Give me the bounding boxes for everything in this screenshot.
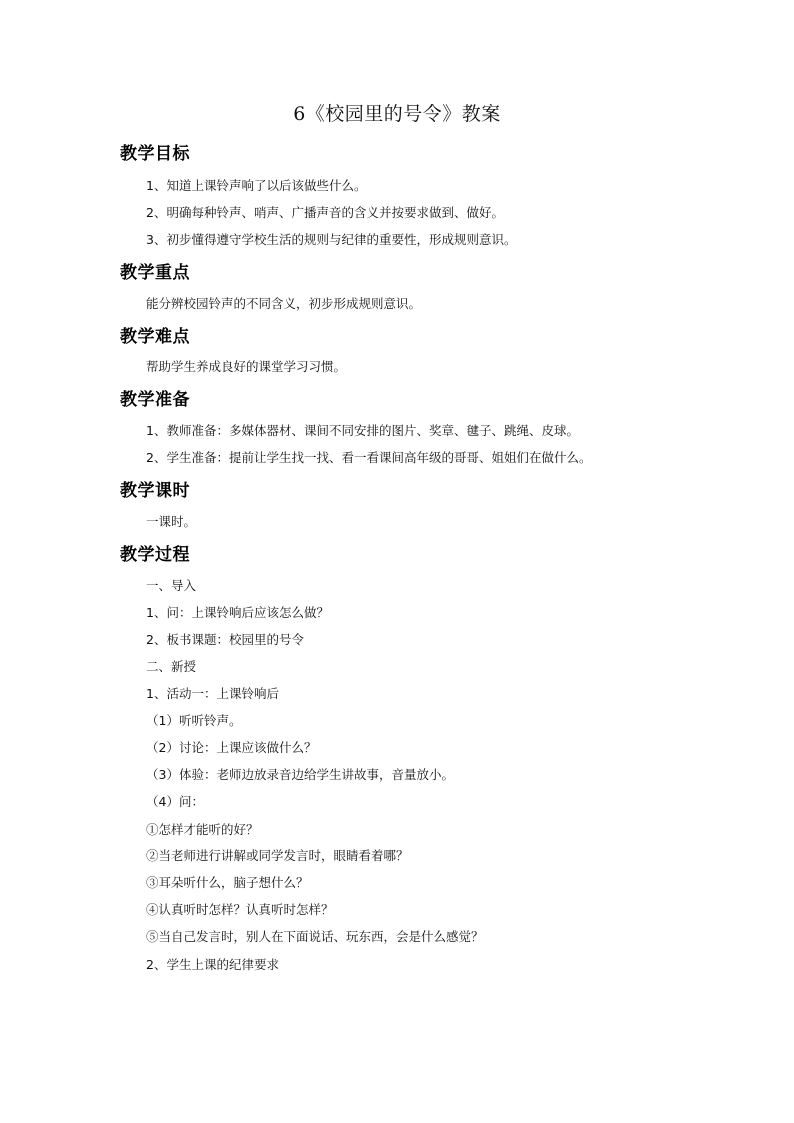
key-point-item-1: 能分辨校园铃声的不同含义，初步形成规则意识。	[146, 296, 422, 311]
process-item-1: 一、导入	[146, 578, 197, 593]
document-title: 6《校园里的号令》教案	[293, 103, 501, 125]
process-item-14: ⑤当自己发言时，别人在下面说话、玩东西，会是什么感觉？	[146, 929, 484, 944]
hours-item-1: 一课时。	[146, 514, 197, 529]
goal-item-2: 2、明确每种铃声、哨声、广播声音的含义并按要求做到、做好。	[146, 205, 504, 220]
process-item-11: ②当老师进行讲解或同学发言时，眼睛看着哪？	[146, 848, 409, 863]
heading-key-points: 教学重点	[120, 263, 190, 283]
heading-difficulties: 教学难点	[120, 327, 190, 347]
difficulty-item-1: 帮助学生养成良好的课堂学习习惯。	[146, 359, 347, 374]
process-item-8: （3）体验：老师边放录音边给学生讲故事，音量放小。	[146, 767, 454, 782]
preparation-item-2: 2、学生准备：提前让学生找一找、看一看课间高年级的哥哥、姐姐们在做什么。	[146, 450, 592, 465]
process-item-7: （2）讨论：上课应该做什么？	[146, 740, 317, 755]
heading-process: 教学过程	[120, 545, 190, 565]
process-item-2: 1、问：上课铃响后应该怎么做？	[146, 605, 329, 620]
process-item-9: （4）问：	[146, 794, 204, 809]
process-item-12: ③耳朵听什么，脑子想什么？	[146, 875, 309, 890]
process-item-10: ①怎样才能听的好？	[146, 822, 259, 837]
preparation-item-1: 1、教师准备：多媒体器材、课间不同安排的图片、奖章、毽子、跳绳、皮球。	[146, 423, 579, 438]
process-item-15: 2、学生上课的纪律要求	[146, 957, 279, 972]
process-item-5: 1、活动一：上课铃响后	[146, 686, 279, 701]
goal-item-1: 1、知道上课铃声响了以后该做些什么。	[146, 178, 367, 193]
heading-hours: 教学课时	[120, 481, 190, 501]
heading-goals: 教学目标	[120, 144, 190, 164]
heading-preparation: 教学准备	[120, 390, 190, 410]
process-item-13: ④认真听时怎样？认真听时怎样？	[146, 902, 334, 917]
process-item-4: 二、新授	[146, 659, 197, 674]
process-item-3: 2、板书课题：校园里的号令	[146, 632, 304, 647]
goal-item-3: 3、初步懂得遵守学校生活的规则与纪律的重要性，形成规则意识。	[146, 232, 517, 247]
process-item-6: （1）听听铃声。	[146, 713, 242, 728]
